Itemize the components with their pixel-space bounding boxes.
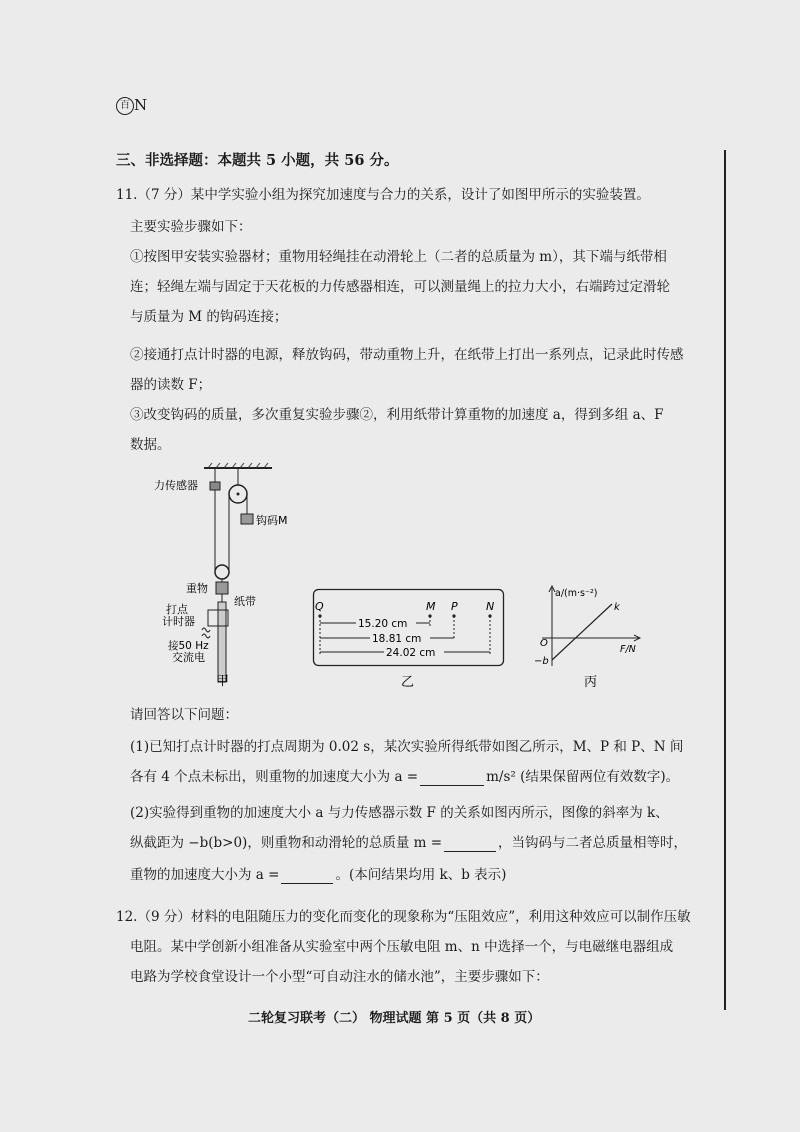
point-m: M <box>426 600 436 613</box>
figure-bing-caption: 丙 <box>584 675 598 690</box>
q11-step1-line2: 连；轻绳左端与固定于天花板的力传感器相连，可以测量绳上的拉力大小，右端跨过定滑轮 <box>130 279 670 295</box>
q11-part2-text-c: 重物的加速度大小为 a = <box>130 867 280 883</box>
q11-part1-text-b: m/s² (结果保留两位有效数字)。 <box>486 769 680 785</box>
q12-line2: 电阻。某中学创新小组准备从实验室中两个压敏电阻 m、n 中选择一个，与电磁继电器组成 <box>130 939 674 955</box>
q11-part2-text-d: 。(本问结果均用 k、b 表示) <box>335 867 507 883</box>
distance-qn: 24.02 cm <box>386 647 436 659</box>
page-footer: 二轮复习联考（二） 物理试题 第 5 页（共 8 页） <box>248 1011 541 1026</box>
margin-line <box>724 150 726 1010</box>
figure-yi-caption: 乙 <box>401 675 415 690</box>
q11-intro: 11.（7 分）某中学实验小组为探究加速度与合力的关系，设计了如图甲所示的实验装置。 <box>116 187 650 203</box>
q11-step1-line3: 与质量为 M 的钩码连接； <box>130 309 288 325</box>
q11-part1-line1: (1)已知打点计时器的打点周期为 0.02 s，某次实验所得纸带如图乙所示，M、P 和 P、N 间 <box>130 739 684 755</box>
distance-qp: 18.81 cm <box>372 633 422 645</box>
tape-label: 纸带 <box>234 595 256 608</box>
point-n: N <box>486 600 495 613</box>
hook-label: 钩码M <box>256 514 288 527</box>
section-title: 三、非选择题：本题共 5 小题，共 56 分。 <box>116 152 399 169</box>
movable-pulley <box>215 565 229 579</box>
q11-part2-line2 <box>130 834 687 852</box>
q12-line1: 12.（9 分）材料的电阻随压力的变化而变化的现象称为“压阻效应”，利用这种效应可以制作压敏 <box>116 909 691 925</box>
distance-qm: 15.20 cm <box>358 618 408 630</box>
point-q: Q <box>315 600 324 613</box>
figure-yi <box>312 588 506 694</box>
answer-blank-a[interactable] <box>420 771 484 786</box>
figure-jia <box>150 462 290 692</box>
paper-tape <box>218 602 226 682</box>
q11-step2-line1: ②接通打点计时器的电源，释放钩码，带动重物上升，在纸带上打出一系列点，记录此时传感 <box>130 347 684 363</box>
intercept-label: −b <box>534 656 549 667</box>
q11-step2-line2: 器的读数 F； <box>130 377 212 393</box>
sensor-label: 力传感器 <box>154 479 198 492</box>
y-axis-label: a/(m·s⁻²) <box>555 588 598 599</box>
slope-label: k <box>614 602 620 613</box>
circled-char: 百 <box>116 97 134 115</box>
q11-part2-text-b: ，当钩码与二者总质量相等时， <box>498 835 688 851</box>
corner-letter: N <box>134 96 148 114</box>
q11-part1-line2 <box>130 768 679 786</box>
q11-step3-line1: ③改变钩码的质量，多次重复实验步骤②，利用纸带计算重物的加速度 a，得到多组 a、F <box>130 407 664 423</box>
figure-bing <box>534 580 650 690</box>
hook-weight-m <box>241 514 253 524</box>
timer-label-1: 打点 <box>166 603 188 616</box>
power-wires <box>202 628 210 638</box>
q11-step3-line2: 数据。 <box>130 437 171 453</box>
af-line <box>552 604 612 660</box>
q11-part1-text-a: 各有 4 个点未标出，则重物的加速度大小为 a = <box>130 769 419 785</box>
power-label-2: 交流电 <box>172 651 205 664</box>
weight-block <box>216 582 228 594</box>
q11-prompt: 请回答以下问题： <box>130 707 238 723</box>
force-sensor <box>210 482 220 490</box>
answer-blank-a2[interactable] <box>281 869 333 884</box>
corner-mark <box>116 96 147 115</box>
origin-label: O <box>540 638 548 649</box>
answer-blank-m[interactable] <box>444 837 496 852</box>
x-axis-label: F/N <box>620 644 636 655</box>
q11-step1-line1: ①按图甲安装实验器材；重物用轻绳挂在动滑轮上（二者的总质量为 m），其下端与纸带相 <box>130 249 667 265</box>
q12-line3: 电路为学校食堂设计一个小型“可自动注水的储水池”，主要步骤如下： <box>130 969 549 985</box>
q11-part2-line3 <box>130 866 506 884</box>
weight-label: 重物 <box>186 582 208 595</box>
power-label-1: 接50 Hz <box>168 640 209 652</box>
point-p: P <box>451 600 458 613</box>
figure-jia-caption: 甲 <box>216 674 230 689</box>
q11-part2-line1: (2)实验得到重物的加速度大小 a 与力传感器示数 F 的关系如图丙所示，图像的斜率为 k、 <box>130 805 669 821</box>
q11-part2-text-a: 纵截距为 −b(b>0)，则重物和动滑轮的总质量 m = <box>130 835 443 851</box>
q11-steps-heading: 主要实验步骤如下： <box>130 219 252 235</box>
timer-label-2: 计时器 <box>162 615 195 628</box>
